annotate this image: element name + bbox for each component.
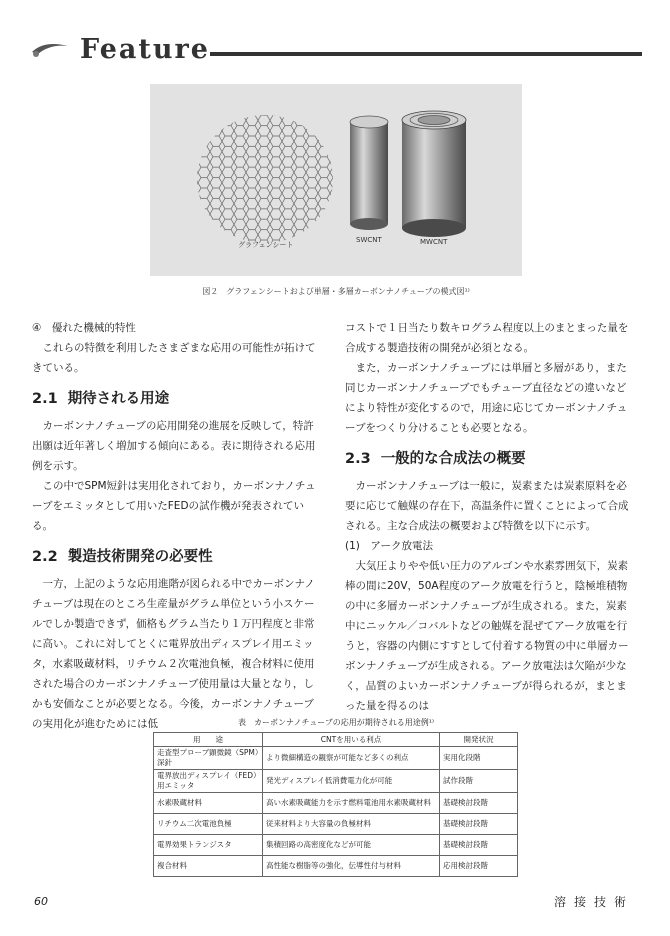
table-row (154, 856, 518, 877)
section-number: 2.2 (32, 549, 58, 565)
table-cell: 電界放出ディスプレイ（FED）用エミッタ (154, 770, 263, 793)
section-title: 期待される用途 (67, 391, 170, 407)
right-column (345, 318, 631, 716)
table-cell: 複合材料 (154, 856, 263, 877)
table-cell: 試作段階 (440, 770, 518, 793)
table-cell: 電界効果トランジスタ (154, 835, 263, 856)
figure-cnt-diagram (150, 84, 522, 276)
table-row (154, 814, 518, 835)
paragraph: また，カーボンナノチューブには単層と多層があり，また同じカーボンナノチューブでもチューブ直径などの違いなどにより特性が変化するので，用途に応じてカーボンナノチューブをつくり分けることも必要となる。 (345, 362, 628, 434)
mwcnt-label: MWCNT (420, 238, 448, 246)
table-header-cell: 用 途 (154, 733, 263, 747)
table-cell: 走査型プローブ顕微鏡（SPM）深針 (154, 747, 263, 770)
paragraph: これらの特徴を利用したさまざまな応用の可能性が拓けてきている。 (32, 342, 316, 374)
paragraph: コストで１日当たり数キログラム程度以上のまとまった量を合成する製造技術の開発が必須となる。 (345, 322, 629, 354)
table-cell: 発光ディスプレイ低消費電力化が可能 (263, 770, 440, 793)
table-cell: 基礎検討段階 (440, 793, 518, 814)
table-header-cell: CNTを用いる利点 (263, 733, 440, 747)
left-column (32, 318, 318, 734)
paragraph: カーボンナノチューブの応用開発の進展を反映して，特許出願は近年著しく増加する傾向にある。表に期待される応用例を示す。 (32, 420, 316, 472)
table-cell: より微細構造の観察が可能など多くの利点 (263, 747, 440, 770)
table-cell: 基礎検討段階 (440, 814, 518, 835)
paragraph: この中でSPM短針は実用化されており，カーボンナノチューブをエミッタとして用いたFEDの試作機が発表されている。 (32, 480, 316, 532)
table-cell: 実用化段階 (440, 747, 518, 770)
section-heading-2-2 (32, 546, 318, 568)
applications-table (153, 732, 518, 877)
section-number: 2.3 (345, 451, 371, 467)
table-row (154, 747, 518, 770)
list-item-4: ④ 優れた機械的特性 (32, 322, 136, 334)
table-header-row (154, 733, 518, 747)
paragraph: 一方，上記のような応用進階が図られる中でカーボンナノチューブは現在のところ生産量がグラム単位という小スケールでしか製造できず，価格もグラム当たり１万円程度と非常に高い。これに対してとくに電界放出ディスプレイ用エミッタ，水素吸蔵材料，リチウム２次電池負極，複合材料に使用された場合のカーボンナノチューブ使用量は大量となり，しかも安価なことが必要となる。今後，カーボンナノチューブの実用化が進むためには低 (32, 578, 315, 730)
journal-name: 溶接技術 (553, 895, 634, 909)
table-title: 表 カーボンナノチューブの応用が期待される用途例¹⁾ (238, 718, 434, 727)
header-title: Feature (80, 34, 210, 65)
table-cell: 基礎検討段階 (440, 835, 518, 856)
section-heading-2-3 (345, 448, 631, 470)
mwcnt-tube (402, 111, 466, 237)
table-row (154, 793, 518, 814)
page-number: 60 (34, 895, 48, 908)
page-header (30, 30, 642, 70)
header-rule (210, 52, 642, 56)
swoosh-logo-icon (30, 38, 70, 60)
graphene-label: グラフェンシート (238, 241, 294, 249)
paragraph: カーボンナノチューブは一般に，炭素または炭素原料を必要に応じて触媒の存在下，高温条件に置くことによって合成される。主な合成法の概要および特徴を以下に示す。 (345, 480, 629, 532)
section-heading-2-1 (32, 388, 318, 410)
table-cell: 応用検討段階 (440, 856, 518, 877)
figure-caption: 図２ グラフェンシートおよび単層・多層カーボンナノチューブの模式図¹⁾ (202, 287, 470, 296)
swcnt-label: SWCNT (356, 236, 382, 244)
table-cell: 従来材料より大容量の負極材料 (263, 814, 440, 835)
table-row (154, 835, 518, 856)
cnt-illustration (150, 84, 522, 276)
section-number: 2.1 (32, 391, 58, 407)
table-cell: リチウム二次電池負極 (154, 814, 263, 835)
table-cell: 集積回路の高密度化などが可能 (263, 835, 440, 856)
swcnt-tube (350, 116, 388, 230)
paragraph: 大気圧よりやや低い圧力のアルゴンや水素雰囲気下，炭素棒の間に20V，50A程度のアーク放電を行うと，陰極堆積物の中に多層カーボンナノチューブが生成される。また，炭素中にニッケル／コバルトなどの触媒を混ぜてアーク放電を行うと，容器の内側にすすとして付着する物質の中に単層カーボンナノチューブが生成される。アーク放電法は欠陥が少なく，品質のよいカーボンナノチューブが得られるが，まとまった量を得るのは (345, 560, 629, 712)
table-cell: 水素吸蔵材料 (154, 793, 263, 814)
table-cell: 高性能な樹脂等の強化，伝導性付与材料 (263, 856, 440, 877)
table-cell: 高い水素吸蔵能力を示す燃料電池用水素吸蔵材料 (263, 793, 440, 814)
section-title: 製造技術開発の必要性 (67, 549, 213, 565)
subsection-heading-arc: (1) アーク放電法 (345, 540, 434, 552)
table-header-cell: 開発状況 (440, 733, 518, 747)
graphene-sheet (197, 115, 333, 243)
table-row (154, 770, 518, 793)
section-title: 一般的な合成法の概要 (380, 451, 526, 467)
